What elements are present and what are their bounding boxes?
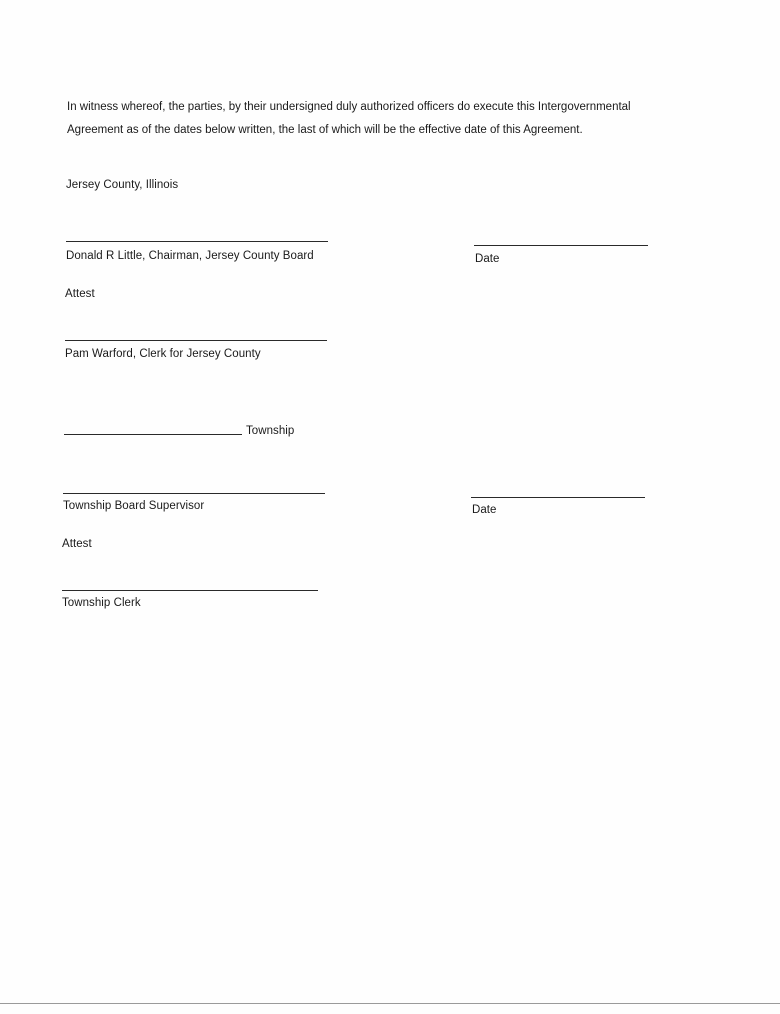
county-heading: Jersey County, Illinois xyxy=(66,179,179,191)
township-supervisor-signature-line xyxy=(63,493,325,494)
county-clerk-signature-line xyxy=(65,340,327,341)
township-date-line xyxy=(471,497,645,498)
township-label: Township xyxy=(246,425,295,437)
county-chairman-name: Donald R Little, Chairman, Jersey County Board xyxy=(66,250,314,262)
township-supervisor-label: Township Board Supervisor xyxy=(63,500,205,512)
county-chairman-signature-line xyxy=(66,241,328,242)
county-date-line xyxy=(474,245,648,246)
county-attest-label: Attest xyxy=(65,288,95,300)
township-clerk-signature-line xyxy=(62,590,318,591)
township-attest-label: Attest xyxy=(62,538,92,550)
witness-line-2: Agreement as of the dates below written, the last of which will be the effective date of this Agreement. xyxy=(67,124,583,136)
township-name-line xyxy=(64,434,242,435)
county-date-label: Date xyxy=(475,253,500,265)
witness-line-1: In witness whereof, the parties, by their undersigned duly authorized officers do execute this Intergovernmental xyxy=(67,101,631,113)
county-clerk-name: Pam Warford, Clerk for Jersey County xyxy=(65,348,261,360)
township-date-label: Date xyxy=(472,504,497,516)
township-clerk-label: Township Clerk xyxy=(62,597,141,609)
witness-paragraph xyxy=(67,96,727,142)
scan-bottom-edge xyxy=(0,1003,780,1004)
